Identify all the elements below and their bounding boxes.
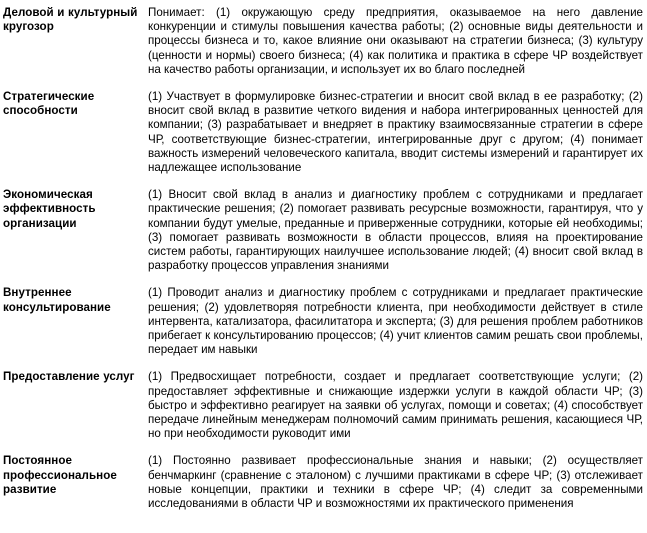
competency-label: Внутреннее консультирование — [3, 286, 111, 314]
description-text: Понимает: (1) окружающую среду предприятия, оказываемое на него давление конкуренции и стимулы повышения качества работы; (2) основные виды деятельности и процессы бизнеса и то, какое влияние они оказывают на стратегии бизнеса; (3) культуру (ценности и нормы) своего бизнеса; (4) как политика и практика в сфере ЧР воздействует на качество работы организации, и использует их во благо последней — [148, 6, 643, 76]
competency-description — [148, 90, 645, 188]
table-row — [3, 286, 645, 370]
competency-label: Предоставление услуг — [3, 370, 135, 384]
competency-description — [148, 454, 645, 511]
description-text: (1) Вносит свой вклад в анализ и диагностику проблем с сотрудниками и предлагает практические решения; (2) помогает развивать ресурсные возможности, гарантируя, что у компании будут умелые, преданные и приверженные сотрудники, которые ей необходимы; (3) помогает развивать возможности в области процессов, влияя на проектирование систем работы, гарантирующих наилучшее использование людей; (4) вносит свой вклад в разработку процессов управления знаниями — [148, 188, 643, 273]
description-text: (1) Предвосхищает потребности, создает и предлагает соответствующие услуги; (2) предоставляет эффективные и снижающие издержки услуги в каждой области ЧР; (3) быстро и эффективно реагирует на заявки об услугах, помощи и советах; (4) способствует передаче линейным менеджерам полномочий самим принимать решения, касающиеся ЧР, но при необходимости руководит ими — [148, 370, 643, 441]
table-row — [3, 6, 645, 90]
table-row — [3, 90, 645, 188]
competency-label: Экономическая эффективность организации — [3, 188, 96, 230]
table-row — [3, 370, 645, 454]
competency-description — [148, 188, 645, 286]
competency-label: Деловой и культурный кругозор — [3, 6, 138, 34]
competency-label: Стратегические способности — [3, 90, 95, 118]
description-text: (1) Участвует в формулировке бизнес-стратегии и вносит свой вклад в ее разработку; (2) вносит свой вклад в развитие четкого видения и набора интегрированных ценностей для компании; (3) разрабатывает и внедряет в практику взаимосвязанные стратегии в сфере ЧР, соответствующие бизнес-стратегии, интегрированные друг с другом; (4) понимает важность измерений человеческого капитала, вводит системы измерений и гарантирует их надлежащее использование — [148, 90, 643, 175]
competency-label: Постоянное профессиональное развитие — [3, 454, 117, 496]
table-row — [3, 188, 645, 286]
competency-description — [148, 286, 645, 370]
description-text: (1) Постоянно развивает профессиональные знания и навыки; (2) осуществляет бенчмаркинг (сравнение с эталоном) с лучшими практиками в сфере ЧР; (3) отслеживает новые концепции, практики и техники в сфере ЧР; (4) следит за современными исследованиями в области ЧР и возможностями их практического применения — [148, 454, 643, 511]
competency-description — [148, 370, 645, 454]
table-row — [3, 454, 645, 511]
competency-table — [3, 6, 645, 511]
competency-description — [148, 6, 645, 90]
description-text: (1) Проводит анализ и диагностику проблем с сотрудниками и предлагает практические решения; (2) удовлетворяя потребности клиента, при необходимости действует в стиле интервента, катализатора, фасилитатора и эксперта; (3) для решения проблем работников прибегает к консультированию процессов; (4) учит клиентов самим решать свои проблемы, передает им навыки — [148, 286, 643, 357]
table-body — [3, 6, 645, 511]
